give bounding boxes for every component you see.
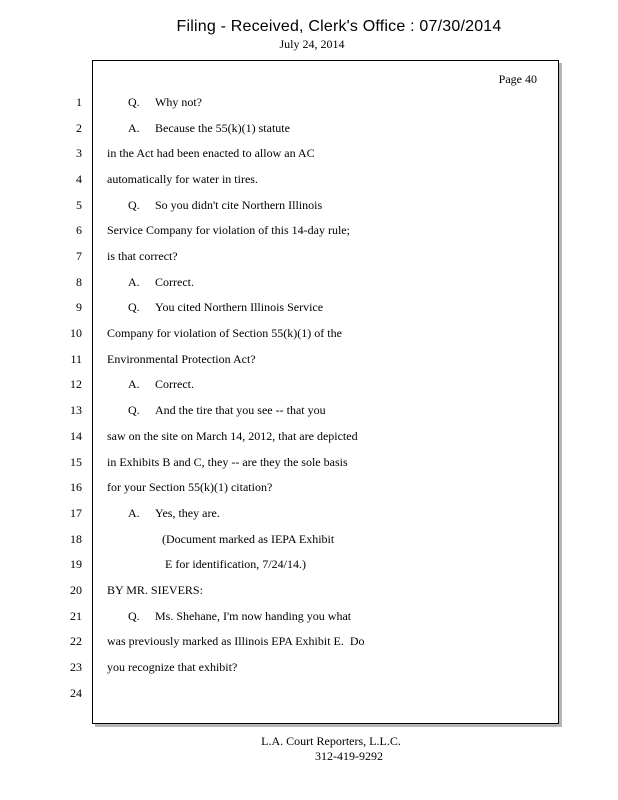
transcript-line: (Document marked as IEPA Exhibit (162, 532, 335, 546)
line-number: 18 (70, 532, 82, 546)
transcript-line: is that correct? (107, 249, 178, 263)
speaker-marker: Q. (128, 403, 140, 417)
line-text: Yes, they are. (155, 506, 220, 520)
transcript-line (128, 401, 326, 419)
line-number: 21 (70, 609, 82, 623)
transcript-line: in the Act had been enacted to allow an AC (107, 146, 315, 160)
transcript-line (128, 93, 202, 111)
transcript-line: Environmental Protection Act? (107, 352, 256, 366)
page-number: Page 40 (498, 72, 537, 86)
line-number: 4 (76, 172, 82, 186)
line-number: 19 (70, 557, 82, 571)
line-number: 22 (70, 634, 82, 648)
speaker-marker: Q. (128, 95, 140, 109)
line-text: Why not? (155, 95, 202, 109)
line-text: Because the 55(k)(1) statute (155, 121, 290, 135)
line-number: 15 (70, 455, 82, 469)
line-number: 5 (76, 198, 82, 212)
line-number: 1 (76, 95, 82, 109)
transcript-line: E for identification, 7/24/14.) (162, 557, 306, 571)
line-number: 3 (76, 146, 82, 160)
transcript-line: you recognize that exhibit? (107, 660, 238, 674)
transcript-line (128, 196, 322, 214)
speaker-marker: A. (128, 377, 140, 391)
speaker-marker: Q. (128, 300, 140, 314)
line-text: Ms. Shehane, I'm now handing you what (155, 609, 352, 623)
line-number: 10 (70, 326, 82, 340)
speaker-marker: A. (128, 275, 140, 289)
line-text: So you didn't cite Northern Illinois (155, 198, 323, 212)
speaker-marker: Q. (128, 609, 140, 623)
line-number: 14 (70, 429, 82, 443)
line-number: 23 (70, 660, 82, 674)
line-number: 17 (70, 506, 82, 520)
line-number: 11 (70, 352, 82, 366)
transcript-line: saw on the site on March 14, 2012, that are depicted (107, 429, 358, 443)
line-number: 6 (76, 223, 82, 237)
line-number: 16 (70, 480, 82, 494)
line-number: 9 (76, 300, 82, 314)
speaker-marker: A. (128, 506, 140, 520)
line-number: 2 (76, 121, 82, 135)
line-text: You cited Northern Illinois Service (155, 300, 324, 314)
transcript-line (128, 504, 220, 522)
transcript-line (128, 298, 323, 316)
speaker-marker: A. (128, 121, 140, 135)
transcript-line: Service Company for violation of this 14-day rule; (107, 223, 350, 237)
line-number: 8 (76, 275, 82, 289)
reporter-company: L.A. Court Reporters, L.L.C. (261, 734, 401, 748)
line-text: Correct. (155, 275, 194, 289)
line-number: 24 (70, 686, 82, 700)
line-number: 20 (70, 583, 82, 597)
line-number: 13 (70, 403, 82, 417)
line-text: Correct. (155, 377, 194, 391)
transcript-line: for your Section 55(k)(1) citation? (107, 480, 273, 494)
transcript-line: BY MR. SIEVERS: (107, 583, 203, 597)
transcript-line (128, 375, 194, 393)
transcript-line: Company for violation of Section 55(k)(1) of the (107, 326, 342, 340)
line-number: 7 (76, 249, 82, 263)
transcript-line: was previously marked as Illinois EPA Exhibit E. Do (107, 634, 365, 648)
transcript-line (128, 119, 290, 137)
transcript-line (128, 273, 194, 291)
transcript-line: in Exhibits B and C, they -- are they the sole basis (107, 455, 348, 469)
filing-stamp: Filing - Received, Clerk's Office : 07/30/2014 (176, 18, 502, 35)
speaker-marker: Q. (128, 198, 140, 212)
transcript-date: July 24, 2014 (279, 37, 345, 51)
transcript-line: automatically for water in tires. (107, 172, 258, 186)
transcript-line (128, 607, 351, 625)
line-text: And the tire that you see -- that you (155, 403, 326, 417)
reporter-phone: 312-419-9292 (315, 749, 383, 763)
line-number: 12 (70, 377, 82, 391)
